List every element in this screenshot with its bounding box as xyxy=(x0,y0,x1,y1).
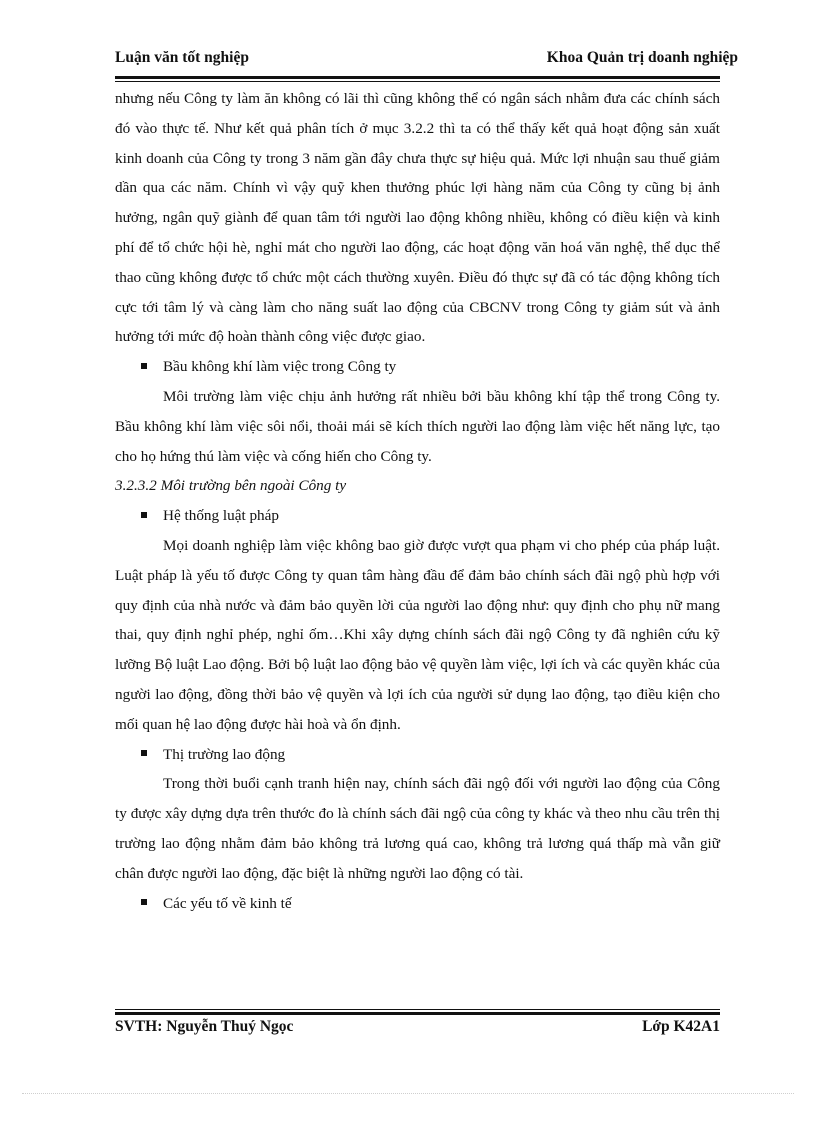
section-heading: 3.2.3.2 Môi trường bên ngoài Công ty xyxy=(115,477,347,495)
bullet-item-economy xyxy=(115,889,720,919)
page-header xyxy=(115,48,738,68)
square-bullet-icon xyxy=(141,363,147,369)
footer-rule-thin xyxy=(115,1009,720,1010)
footer-student-name: SVTH: Nguyễn Thuý Ngọc xyxy=(115,1018,294,1035)
square-bullet-icon xyxy=(141,512,147,518)
header-faculty-label: Khoa Quản trị doanh nghiệp xyxy=(546,49,738,66)
paragraph-legal: Mọi doanh nghiệp làm việc không bao giờ được vượt qua phạm vi cho phép của pháp luật. Luật pháp là yếu tố được Công ty quan tâm hàng đầu để đảm bảo chính sách đãi ngộ phù hợp với quy định của nhà nước và đảm bảo quyền lời của người lao động như: quy định cho phụ nữ mang thai, quy định nghỉ phép, nghỉ ốm…Khi xây dựng chính sách đãi ngộ Công ty đã nghiên cứu kỹ lưỡng Bộ luật Lao động. Bởi bộ luật lao động bảo vệ quyền làm việc, lợi ích và các quyền khác của người lao động, đồng thời bảo vệ quyền và lợi ích của người sử dụng lao động, tạo điều kiện cho mối quan hệ lao động được hài hoà và ổn định. xyxy=(115,536,720,733)
square-bullet-icon xyxy=(141,899,147,905)
footer-rule-thick xyxy=(115,1012,720,1015)
header-rule-thick xyxy=(115,76,720,79)
header-thesis-label: Luận văn tốt nghiệp xyxy=(115,49,249,66)
bullet-item-atmosphere xyxy=(115,352,720,382)
paragraph-funds: nhưng nếu Công ty làm ăn không có lãi thì cũng không thể có ngân sách nhằm đưa các chính sách đó vào thực tế. Như kết quả phân tích ở mục 3.2.2 thì ta có thể thấy kết quả hoạt động sản xuất kinh doanh của Công ty trong 3 năm gần đây chưa thực sự hiệu quả. Mức lợi nhuận sau thuế giảm dần qua các năm. Chính vì vậy quỹ khen thưởng phúc lợi hàng năm của Công ty cũng bị ảnh hưởng, ngân quỹ giành để quan tâm tới người lao động không nhiều, không có điều kiện và kinh phí để tổ chức hội hè, nghỉ mát cho người lao động, các hoạt động văn hoá văn nghệ, thể dục thể thao cũng không được tổ chức một cách thường xuyên. Điều đó thực sự đã có tác động không tích cực tới tâm lý và càng làm cho năng suất lao động của CBCNV trong Công ty giảm sút và ảnh hưởng tới mức độ hoàn thành công việc được giao. xyxy=(115,90,720,346)
bullet-label: Hệ thống luật pháp xyxy=(163,507,279,525)
bullet-label: Bầu không khí làm việc trong Công ty xyxy=(163,358,397,376)
page-break-divider xyxy=(22,1093,794,1094)
footer-class-label: Lớp K42A1 xyxy=(642,1018,720,1035)
page-footer xyxy=(115,1017,720,1037)
bullet-item-legal xyxy=(115,501,720,531)
paragraph-atmosphere: Môi trường làm việc chịu ảnh hưởng rất nhiều bởi bầu không khí tập thể trong Công ty. Bầu không khí làm việc sôi nổi, thoải mái sẽ kích thích người lao động làm việc hết năng lực, tạo cho họ hứng thú làm việc và cống hiến cho Công ty. xyxy=(115,387,720,465)
bullet-item-labor-market xyxy=(115,740,720,770)
bullet-label: Thị trường lao động xyxy=(163,745,286,763)
square-bullet-icon xyxy=(141,750,147,756)
document-body xyxy=(115,84,720,918)
bullet-label: Các yếu tố về kinh tế xyxy=(163,894,292,912)
paragraph-labor-market: Trong thời buổi cạnh tranh hiện nay, chính sách đãi ngộ đối với người lao động của Công ty được xây dựng dựa trên thước đo là chính sách đãi ngộ của công ty khác và theo nhu cầu trên thị trường lao động nhằm đảm bảo không trả lương quá cao, không trả lương quá thấp mà vẫn giữ chân được người lao động, đặc biệt là những người lao động có tài. xyxy=(115,775,720,882)
header-rule-thin xyxy=(115,81,720,82)
